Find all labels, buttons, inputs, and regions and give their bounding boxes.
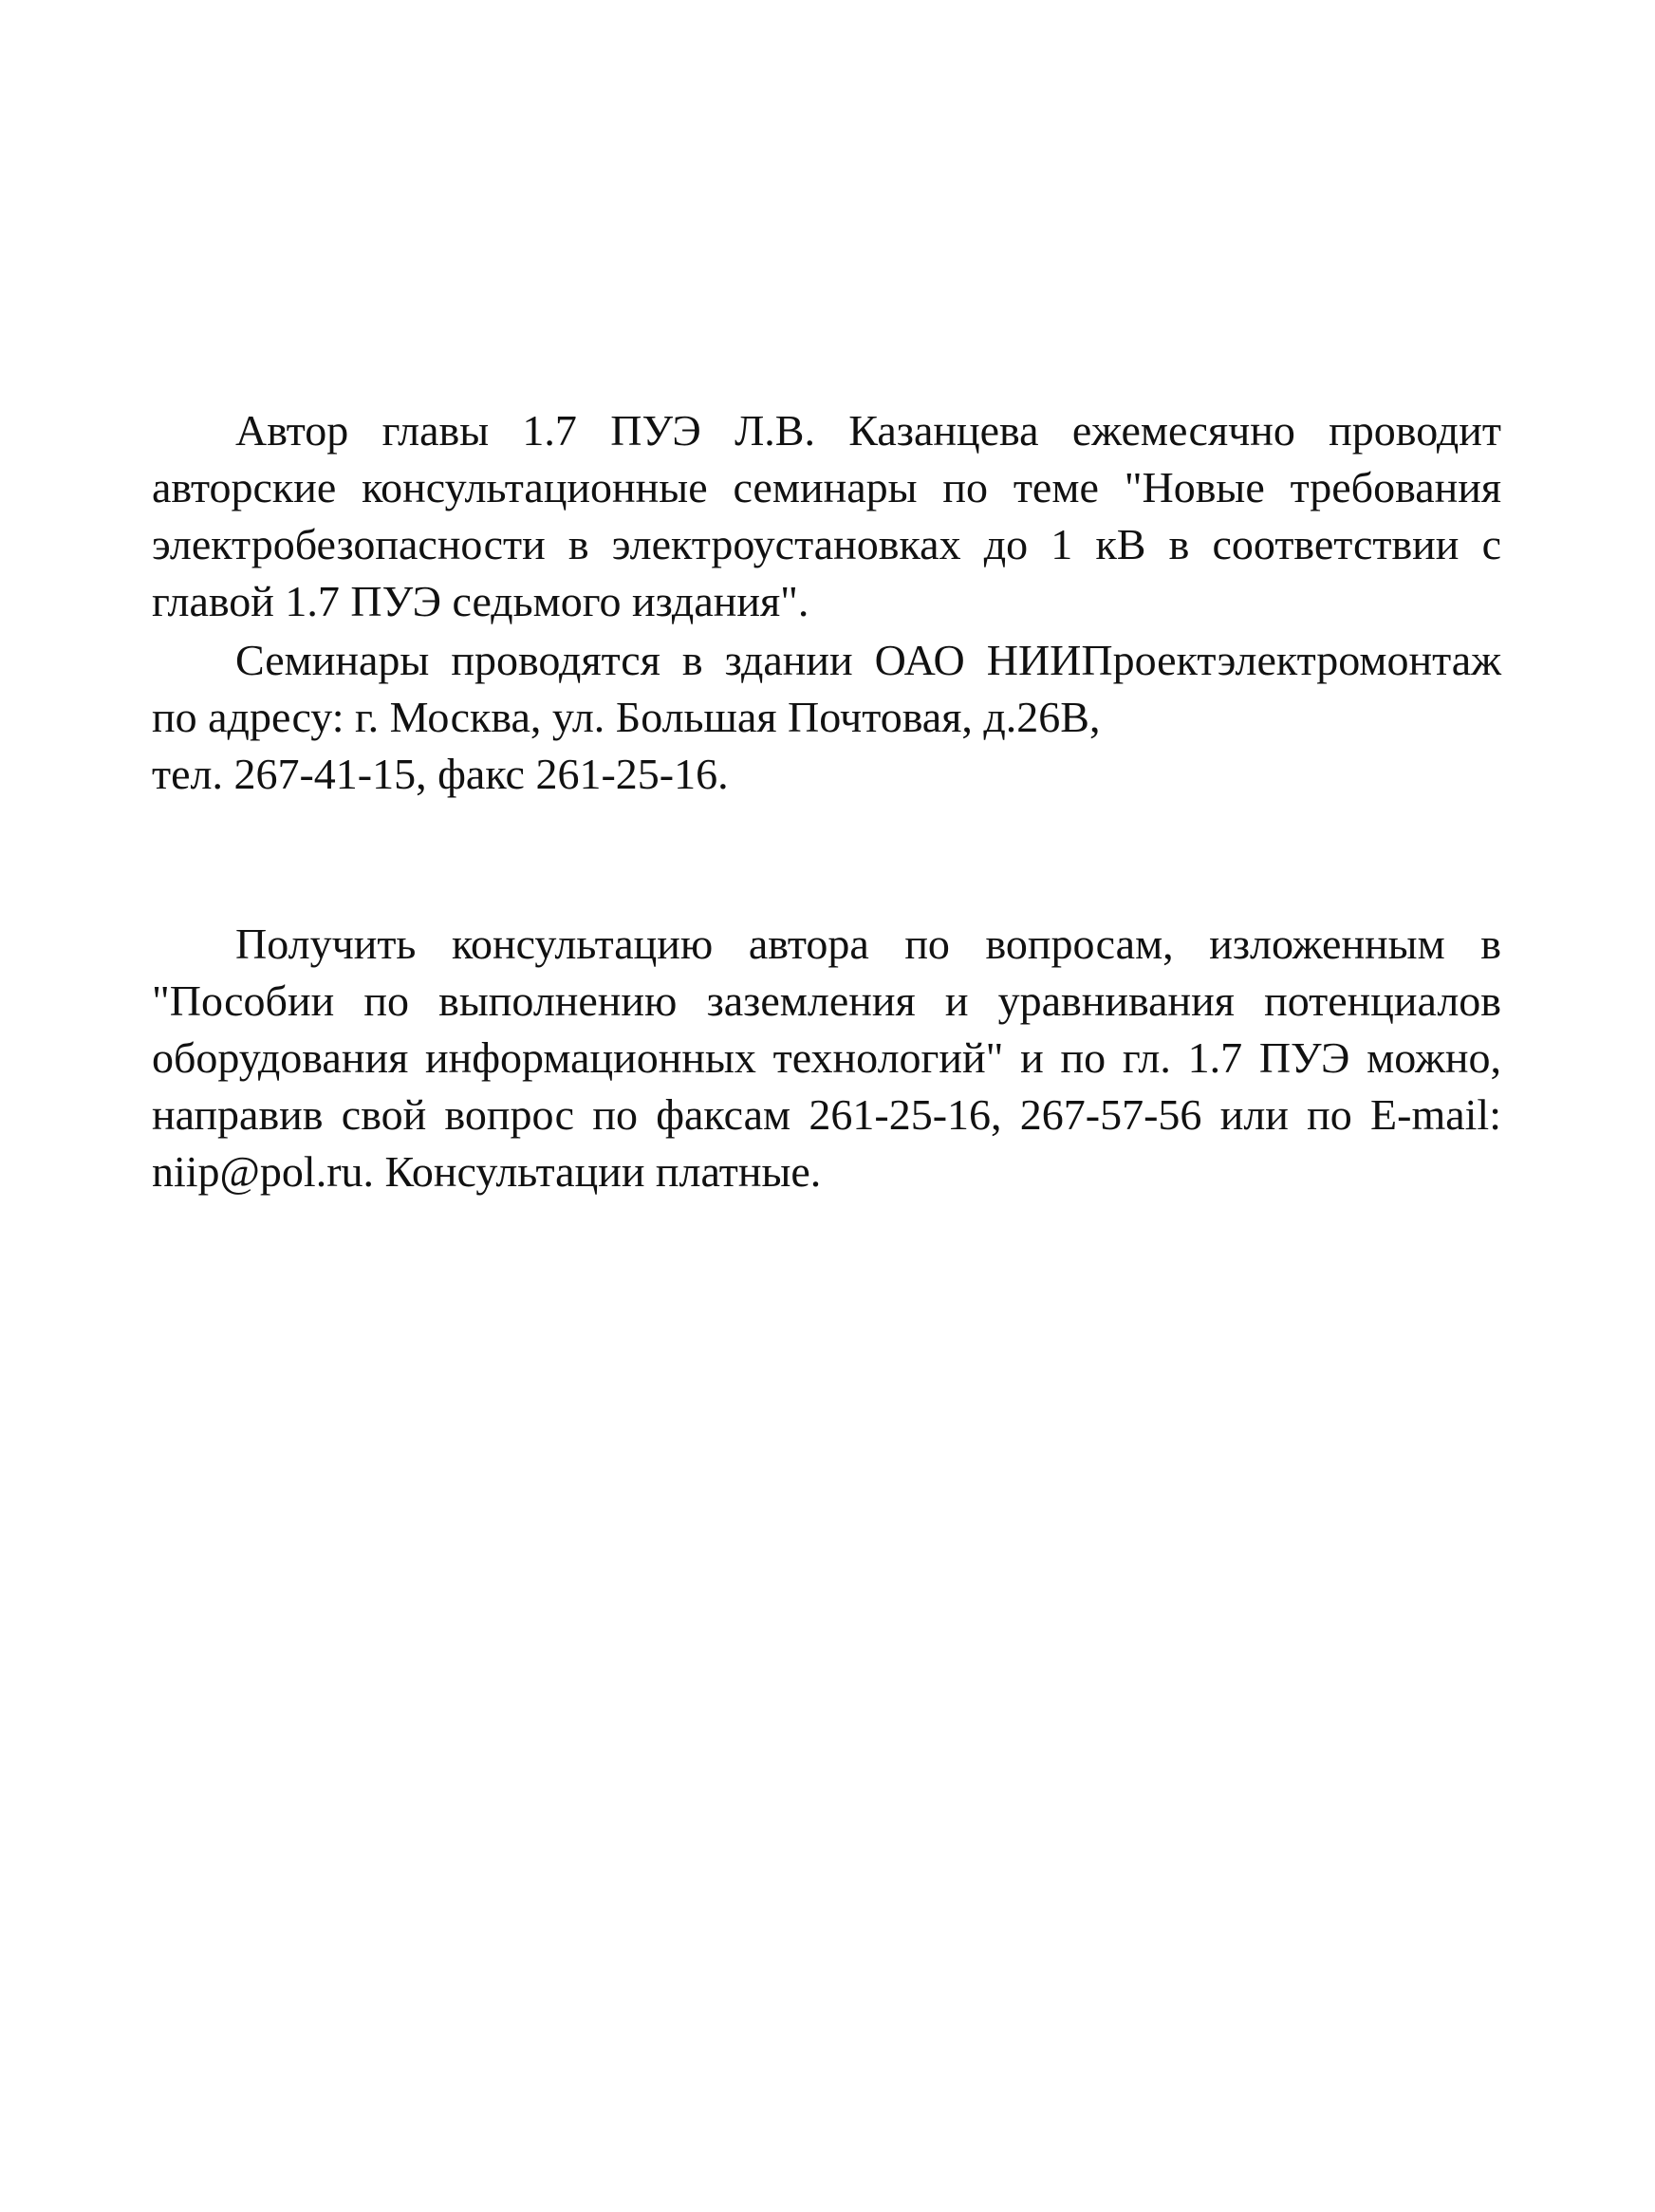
paragraph-seminar-address: Семинары проводятся в здании ОАО НИИПроектэлектромонтаж по адресу: г. Москва, ул. Большая Почтовая, д.26В, — [152, 636, 1501, 741]
paragraph-seminars-intro: Автор главы 1.7 ПУЭ Л.В. Казанцева ежемесячно проводит авторские консультационные семинары по теме "Новые требования электробезопасности в электроустановках до 1 кВ в соответствии с главой 1.7 ПУЭ седьмого издания". — [152, 406, 1501, 625]
seminar-announcement — [152, 402, 1501, 630]
contact-phone-fax: тел. 267-41-15, факс 261-25-16. — [152, 750, 729, 798]
consultation-info — [152, 916, 1501, 1200]
seminar-location — [152, 632, 1501, 803]
paragraph-consultation: Получить консультацию автора по вопросам, изложенным в "Пособии по выполнению заземления и уравнивания потенциалов оборудования информационных технологий" и по гл. 1.7 ПУЭ можно, направив свой вопрос по факсам 261-25-16, 267-57-56 или по E-mail: niip@pol.ru. Консультации платные. — [152, 920, 1501, 1196]
